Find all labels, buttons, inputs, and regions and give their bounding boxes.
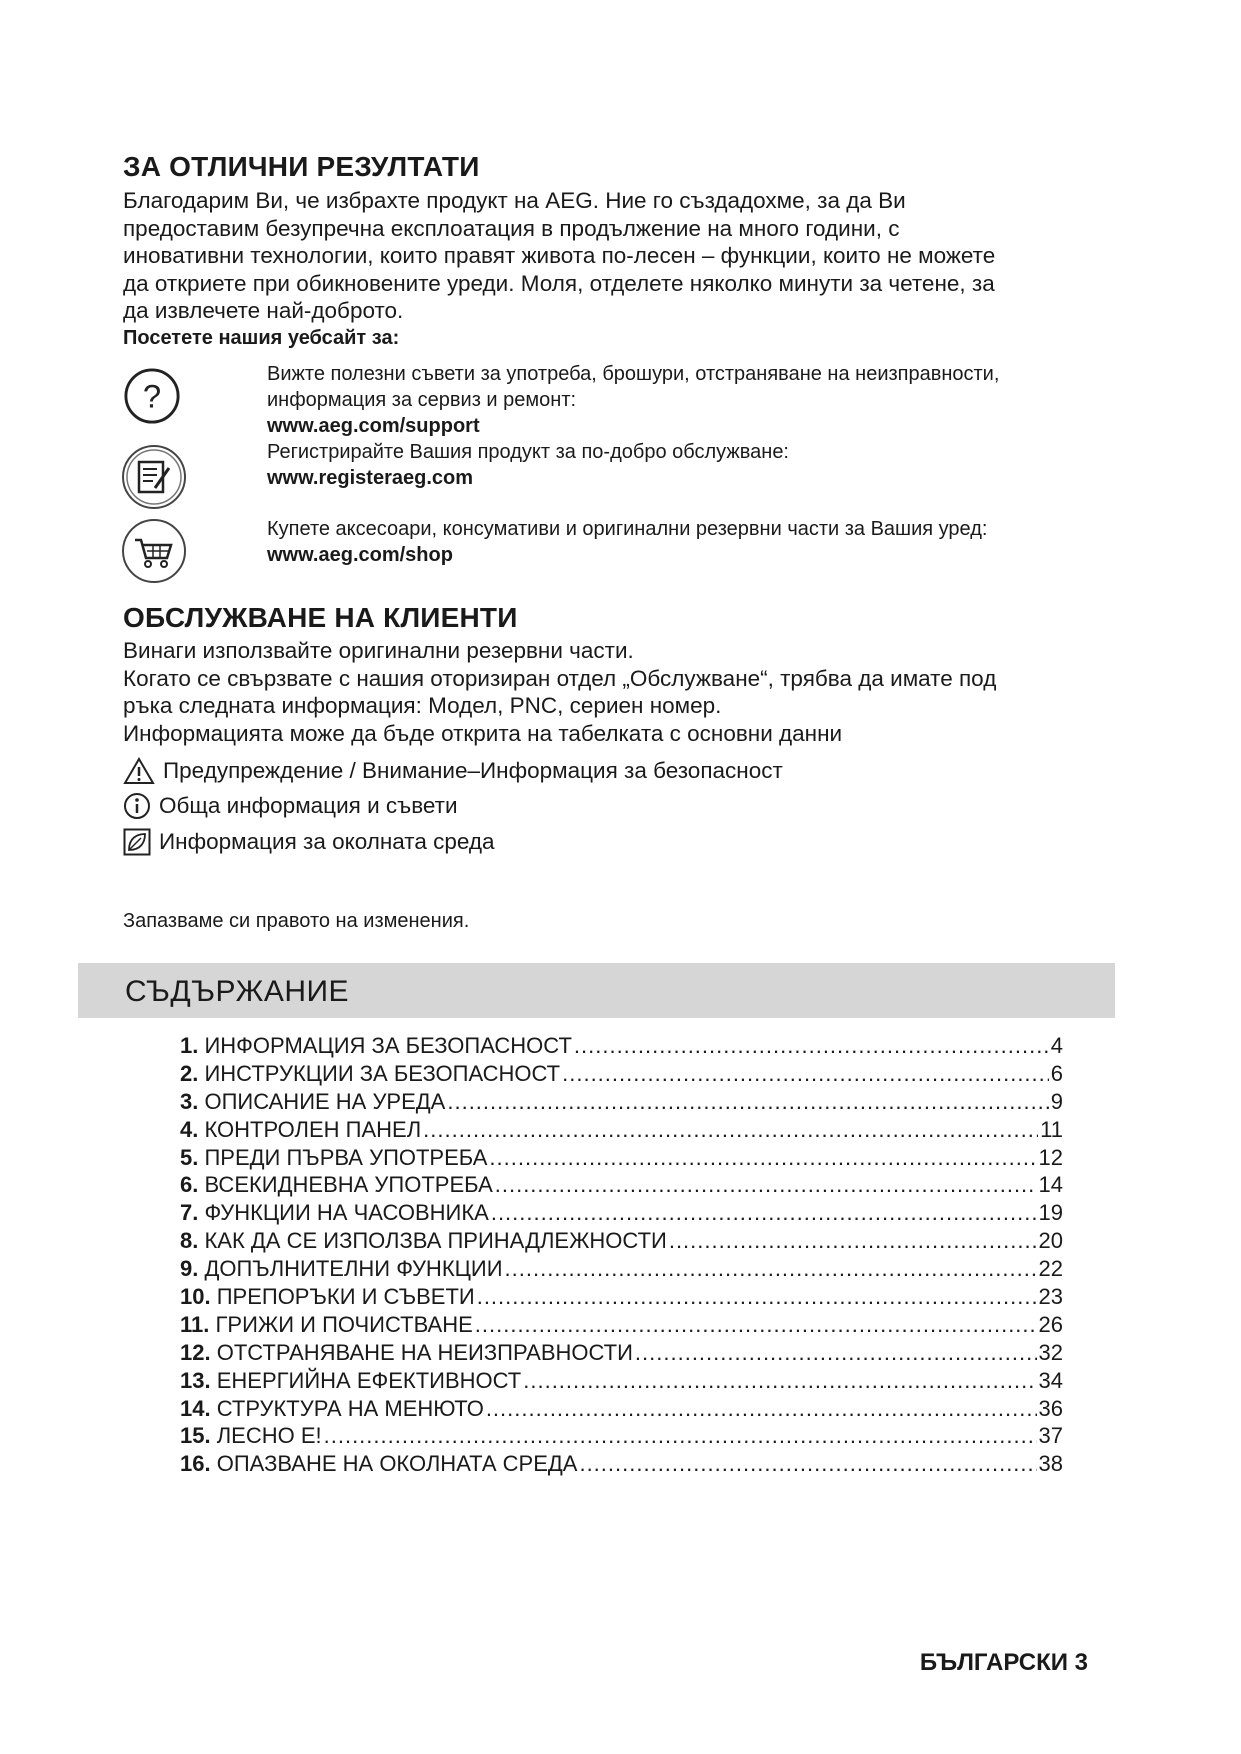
toc-number: 12. (180, 1339, 211, 1365)
toc-leader (489, 1145, 1036, 1171)
note-info (123, 792, 458, 820)
toc-label: КОНТРОЛЕН ПАНЕЛ (204, 1116, 422, 1142)
toc-page-number: 38 (1038, 1451, 1063, 1477)
toc-item[interactable] (180, 1145, 1063, 1173)
toc-item[interactable] (180, 1256, 1063, 1284)
note-info-text: Обща информация и съвети (159, 793, 458, 818)
toc-number: 5. (180, 1144, 199, 1170)
intro-paragraph (123, 187, 1123, 325)
service-line: Когато се свързвате с нашия оторизиран отдел „Обслужване“, трябва да имате под (123, 665, 997, 691)
svg-text:?: ? (142, 377, 162, 415)
toc-leader (477, 1284, 1037, 1310)
toc-page-number: 32 (1038, 1339, 1063, 1365)
toc-number: 4. (180, 1116, 199, 1142)
toc-number: 10. (180, 1284, 211, 1310)
toc-number: 6. (180, 1172, 199, 1198)
toc-item[interactable] (180, 1228, 1063, 1256)
register-text: Регистрирайте Вашия продукт за по-добро обслужване: (267, 441, 789, 463)
toc-number: 13. (180, 1367, 211, 1393)
toc-label: ВСЕКИДНЕВНА УПОТРЕБА (204, 1172, 493, 1198)
toc-leader (505, 1256, 1037, 1282)
service-paragraph (123, 637, 1123, 747)
section-title-results: ЗА ОТЛИЧНИ РЕЗУЛТАТИ (123, 151, 480, 182)
toc-label: КАК ДА СЕ ИЗПОЛЗВА ПРИНАДЛЕЖНОСТИ (204, 1228, 667, 1254)
toc-label: ГРИЖИ И ПОЧИСТВАНЕ (215, 1311, 473, 1337)
note-warning-text: Предупреждение / Внимание–Информация за безопасност (163, 758, 783, 783)
toc-item[interactable] (180, 1340, 1063, 1368)
toc-item[interactable] (180, 1368, 1063, 1396)
toc-item[interactable] (180, 1200, 1063, 1228)
page-footer: БЪЛГАРСКИ 3 (919, 1649, 1088, 1676)
toc-leader (495, 1172, 1037, 1198)
toc-leader (475, 1312, 1037, 1338)
toc-title: СЪДЪРЖАНИЕ (125, 975, 350, 1008)
toc-page-number: 37 (1038, 1423, 1063, 1449)
toc-leader (486, 1396, 1037, 1422)
toc-page-number: 12 (1038, 1144, 1063, 1170)
intro-line: да откриете при обикновените уреди. Моля, отделете няколко минути за четене, за (123, 270, 995, 296)
toc-leader (447, 1089, 1048, 1115)
toc-leader (423, 1117, 1038, 1143)
toc-item[interactable] (180, 1423, 1063, 1451)
toc-page-number: 23 (1038, 1284, 1063, 1310)
toc-page-number: 20 (1038, 1228, 1063, 1254)
shop-text: Купете аксесоари, консумативи и оригинални резервни части за Вашия уред: (267, 518, 988, 540)
note-environment (123, 828, 495, 856)
toc-label: ЕНЕРГИЙНА ЕФЕКТИВНОСТ (216, 1367, 522, 1393)
note-warning (123, 757, 783, 785)
support-link[interactable]: www.aeg.com/support (267, 415, 480, 437)
toc-number: 14. (180, 1395, 211, 1421)
toc-number: 7. (180, 1200, 199, 1226)
toc-number: 8. (180, 1228, 199, 1254)
toc-item[interactable] (180, 1312, 1063, 1340)
toc-label: ОПАЗВАНЕ НА ОКОЛНАТА СРЕДА (216, 1451, 578, 1477)
shop-block (267, 516, 1117, 568)
service-line: ръка следната информация: Модел, PNC, сериен номер. (123, 693, 722, 718)
section-title-customer-service: ОБСЛУЖВАНЕ НА КЛИЕНТИ (123, 602, 518, 633)
toc-page-number: 26 (1038, 1311, 1063, 1337)
support-text: информация за сервиз и ремонт: (267, 389, 577, 411)
toc-item[interactable] (180, 1284, 1063, 1312)
warning-triangle-icon (123, 757, 155, 785)
toc-label: ФУНКЦИИ НА ЧАСОВНИКА (204, 1200, 489, 1226)
toc-label: СТРУКТУРА НА МЕНЮТО (216, 1395, 484, 1421)
toc-page-number: 14 (1038, 1172, 1063, 1198)
shop-link[interactable]: www.aeg.com/shop (267, 544, 453, 566)
service-line: Информацията може да бъде открита на табелката с основни данни (123, 720, 843, 746)
toc-item[interactable] (180, 1117, 1063, 1145)
note-environment-text: Информация за околната среда (159, 829, 495, 854)
toc-item[interactable] (180, 1396, 1063, 1424)
toc-item[interactable] (180, 1172, 1063, 1200)
toc-leader (324, 1423, 1037, 1449)
info-icon (123, 792, 151, 820)
service-line: Винаги използвайте оригинални резервни части. (123, 638, 634, 663)
toc-label: ДОПЪЛНИТЕЛНИ ФУНКЦИИ (204, 1256, 503, 1282)
intro-line: предоставим безупречна експлоатация в продължение на много години, с (123, 215, 900, 241)
shopping-cart-icon (121, 518, 187, 584)
toc-leader (574, 1033, 1049, 1059)
support-block (267, 361, 1117, 491)
toc-label: ИНФОРМАЦИЯ ЗА БЕЗОПАСНОСТ (204, 1033, 572, 1058)
toc-page-number: 34 (1038, 1367, 1063, 1393)
table-of-contents (180, 1033, 1063, 1479)
visit-website-label: Посетете нашия уебсайт за: (123, 327, 400, 349)
toc-page-number: 36 (1038, 1395, 1063, 1421)
toc-leader (491, 1200, 1037, 1226)
toc-label: ПРЕПОРЪКИ И СЪВЕТИ (216, 1284, 475, 1310)
reserve-rights-note: Запазваме си правото на изменения. (123, 910, 470, 932)
toc-page-number: 9 (1050, 1088, 1063, 1114)
toc-item[interactable] (180, 1061, 1063, 1089)
intro-line: Благодарим Ви, че избрахте продукт на AEG. Ние го създадохме, за да Ви (123, 188, 906, 213)
support-text: Вижте полезни съвети за употреба, брошури, отстраняване на неизправности, (267, 363, 1000, 385)
toc-label: ЛЕСНО Е! (216, 1423, 322, 1449)
question-icon (123, 367, 181, 425)
toc-label: ИНСТРУКЦИИ ЗА БЕЗОПАСНОСТ (204, 1060, 561, 1086)
toc-number: 15. (180, 1423, 211, 1449)
toc-label: ПРЕДИ ПЪРВА УПОТРЕБА (204, 1144, 488, 1170)
toc-leader (562, 1061, 1049, 1087)
toc-page-number: 22 (1038, 1256, 1063, 1282)
toc-label: ОТСТРАНЯВАНЕ НА НЕИЗПРАВНОСТИ (216, 1339, 633, 1365)
intro-line: иновативни технологии, които правят живота по-лесен – функции, които не можете (123, 243, 996, 268)
toc-page-number: 6 (1050, 1060, 1063, 1086)
toc-item[interactable] (180, 1451, 1063, 1479)
toc-number: 11. (180, 1311, 210, 1337)
toc-number: 3. (180, 1088, 199, 1114)
toc-item[interactable] (180, 1089, 1063, 1117)
toc-page-number: 4 (1050, 1033, 1063, 1058)
register-document-icon (121, 444, 187, 510)
toc-leader (669, 1228, 1037, 1254)
intro-line: да извлечете най-доброто. (123, 298, 404, 323)
toc-number: 1. (180, 1033, 199, 1058)
toc-number: 9. (180, 1256, 199, 1282)
toc-number: 16. (180, 1451, 211, 1477)
leaf-icon (123, 828, 151, 856)
toc-leader (579, 1451, 1036, 1477)
toc-page-number: 19 (1038, 1200, 1063, 1226)
toc-number: 2. (180, 1060, 199, 1086)
toc-leader (635, 1340, 1037, 1366)
toc-label: ОПИСАНИЕ НА УРЕДА (204, 1088, 446, 1114)
toc-item[interactable] (180, 1033, 1063, 1061)
toc-page-number: 11 (1040, 1116, 1063, 1142)
register-link[interactable]: www.registeraeg.com (267, 467, 473, 489)
toc-leader (523, 1368, 1036, 1394)
